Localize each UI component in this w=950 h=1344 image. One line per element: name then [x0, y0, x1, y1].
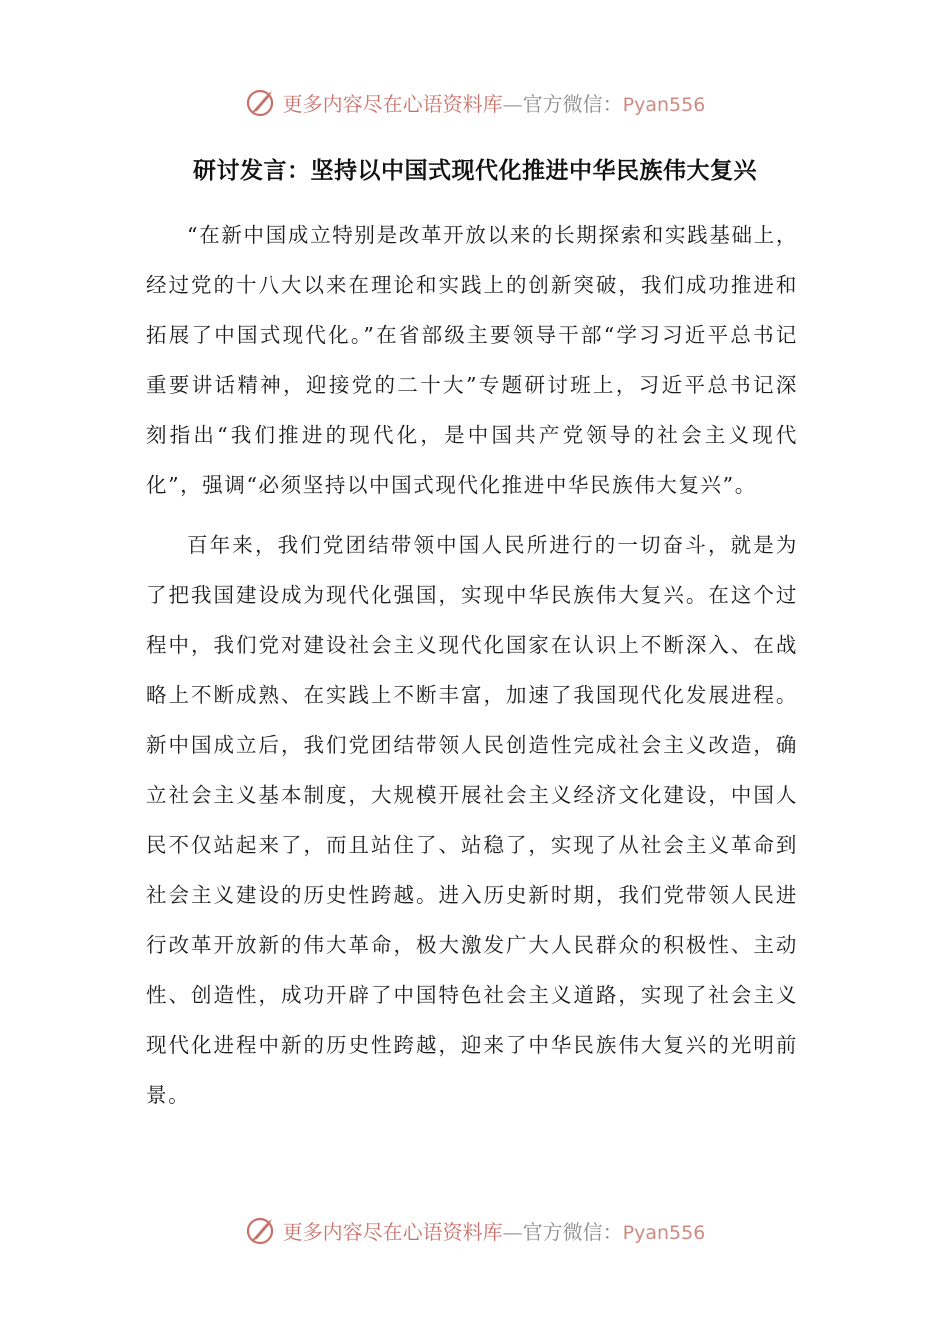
footer-watermark: [0, 1210, 950, 1250]
paragraph-1: “在新中国成立特别是改革开放以来的长期探索和实践基础上，经过党的十八大以来在理论和实践上的创新突破，我们成功推进和拓展了中国式现代化。”在省部级主要领导干部“学习习近平总书记重要讲话精神，迎接党的二十大”专题研讨班上，习近平总书记深刻指出“我们推进的现代化，是中国共产党领导的社会主义现代化”，强调“必须坚持以中国式现代化推进中华民族伟大复兴”。: [146, 223, 798, 497]
quill-pen-logo-icon: [245, 1213, 279, 1247]
watermark-main-text: 更多内容尽在心语资料库: [282, 91, 503, 116]
document-title: 研讨发言：坚持以中国式现代化推进中华民族伟大复兴: [193, 158, 757, 184]
watermark-dash: —: [502, 1219, 523, 1244]
watermark-text: [283, 88, 706, 117]
watermark-main-text: 更多内容尽在心语资料库: [282, 1219, 503, 1244]
watermark-wechat-label: 官方微信：: [522, 91, 623, 116]
watermark-wechat-id: Pyan556: [622, 1221, 706, 1244]
header-watermark: [0, 82, 950, 122]
document-body: [146, 210, 798, 1130]
paragraph-2: 百年来，我们党团结带领中国人民所进行的一切奋斗，就是为了把我国建设成为现代化强国，实现中华民族伟大复兴。在这个过程中，我们党对建设社会主义现代化国家在认识上不断深入、在战略上不断成熟、在实践上不断丰富，加速了我国现代化发展进程。新中国成立后，我们党团结带领人民创造性完成社会主义改造，确立社会主义基本制度，大规模开展社会主义经济文化建设，中国人民不仅站起来了，而且站住了、站稳了，实现了从社会主义革命到社会主义建设的历史性跨越。进入历史新时期，我们党带领人民进行改革开放新的伟大革命，极大激发广大人民群众的积极性、主动性、创造性，成功开辟了中国特色社会主义道路，实现了社会主义现代化进程中新的历史性跨越，迎来了中华民族伟大复兴的光明前景。: [146, 533, 798, 1107]
watermark-wechat-label: 官方微信：: [522, 1219, 623, 1244]
watermark-text: [283, 1216, 706, 1245]
watermark-dash: —: [502, 91, 523, 116]
quill-pen-logo-icon: [245, 85, 279, 119]
watermark-wechat-id: Pyan556: [622, 93, 706, 116]
